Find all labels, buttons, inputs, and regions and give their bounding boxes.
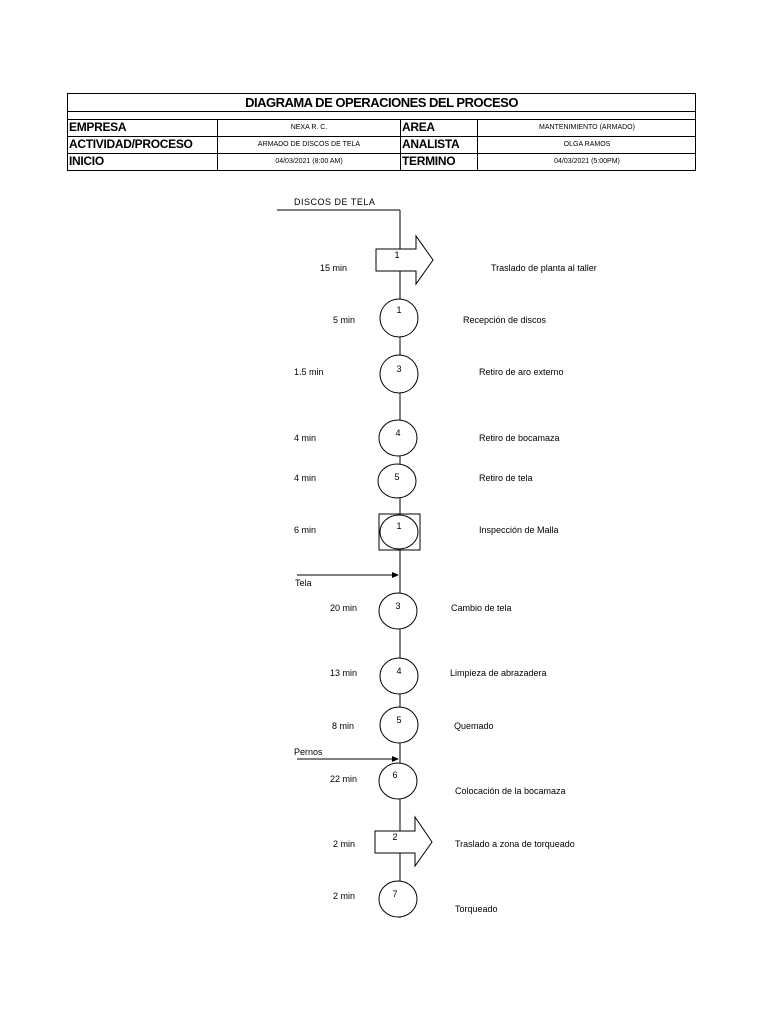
operation-circle-icon (380, 658, 418, 694)
empresa-value: NEXA R. C. (218, 120, 401, 136)
step-number: 7 (392, 889, 398, 899)
operation-circle-icon (379, 881, 417, 917)
step-time: 22 min (330, 774, 358, 784)
operation-circle-icon (379, 420, 417, 456)
inicio-value: 04/03/2021 (8:00 AM) (218, 154, 401, 170)
operation-circle-icon (380, 355, 418, 393)
transport-symbol-1 (376, 236, 433, 284)
step-number: 1 (396, 521, 402, 531)
step-time: 4 min (294, 433, 317, 443)
step-description: Inspección de Malla (479, 525, 559, 535)
step-description: Traslado a zona de torqueado (455, 839, 575, 849)
page-title: DIAGRAMA DE OPERACIONES DEL PROCESO (68, 94, 695, 112)
step-time: 4 min (294, 473, 317, 483)
step-description: Retiro de aro externo (479, 367, 564, 377)
actividad-label: ACTIVIDAD/PROCESO (68, 137, 218, 153)
actividad-value: ARMADO DE DISCOS DE TELA (218, 137, 401, 153)
step-number: 3 (396, 364, 402, 374)
inspection-square-icon (379, 514, 420, 550)
step-description: Torqueado (455, 904, 498, 914)
transport-arrow-icon (375, 817, 432, 866)
step-time: 6 min (294, 525, 317, 535)
operation-circle-icon (380, 707, 418, 743)
step-time: 1.5 min (294, 367, 324, 377)
input-label-discos: DISCOS DE TELA (294, 197, 376, 207)
step-time: 2 min (333, 891, 356, 901)
step-number: 1 (394, 250, 400, 260)
step-time: 13 min (330, 668, 358, 678)
step-time: 5 min (333, 315, 356, 325)
step-number: 2 (392, 832, 398, 842)
step-description: Recepción de discos (463, 315, 547, 325)
step-description: Colocación de la bocamaza (455, 786, 566, 796)
step-description: Quemado (454, 721, 494, 731)
operation-circle-icon (379, 763, 417, 799)
transport-symbol-2 (375, 817, 432, 866)
operation-circle-icon (379, 593, 417, 629)
termino-value: 04/03/2021 (5:00PM) (554, 158, 620, 165)
step-description: Retiro de bocamaza (479, 433, 560, 443)
step-time: 8 min (332, 721, 355, 731)
empresa-label: EMPRESA (68, 120, 218, 136)
step-number: 5 (396, 715, 402, 725)
input-label: Tela (295, 578, 312, 588)
analista-value: OLGA RAMOS (563, 141, 611, 148)
termino-label: TERMINO (401, 154, 478, 170)
step-description: Retiro de tela (479, 473, 533, 483)
step-description: Traslado de planta al taller (491, 263, 597, 273)
step-number: 1 (396, 305, 402, 315)
step-number: 4 (396, 666, 402, 676)
transport-arrow-icon (376, 236, 433, 284)
area-label: AREA (401, 120, 478, 136)
step-time: 20 min (330, 603, 358, 613)
area-value: MANTENIMIENTO (ARMADO) (539, 124, 635, 131)
step-number: 6 (392, 770, 398, 780)
step-time: 2 min (333, 839, 356, 849)
step-time: 15 min (320, 263, 348, 273)
input-label: Pernos (294, 747, 323, 757)
analista-label: ANALISTA (401, 137, 478, 153)
inicio-label: INICIO (68, 154, 218, 170)
step-number: 3 (395, 601, 401, 611)
step-number: 4 (395, 428, 401, 438)
step-description: Cambio de tela (451, 603, 512, 613)
step-description: Limpieza de abrazadera (450, 668, 547, 678)
step-number: 5 (394, 472, 400, 482)
